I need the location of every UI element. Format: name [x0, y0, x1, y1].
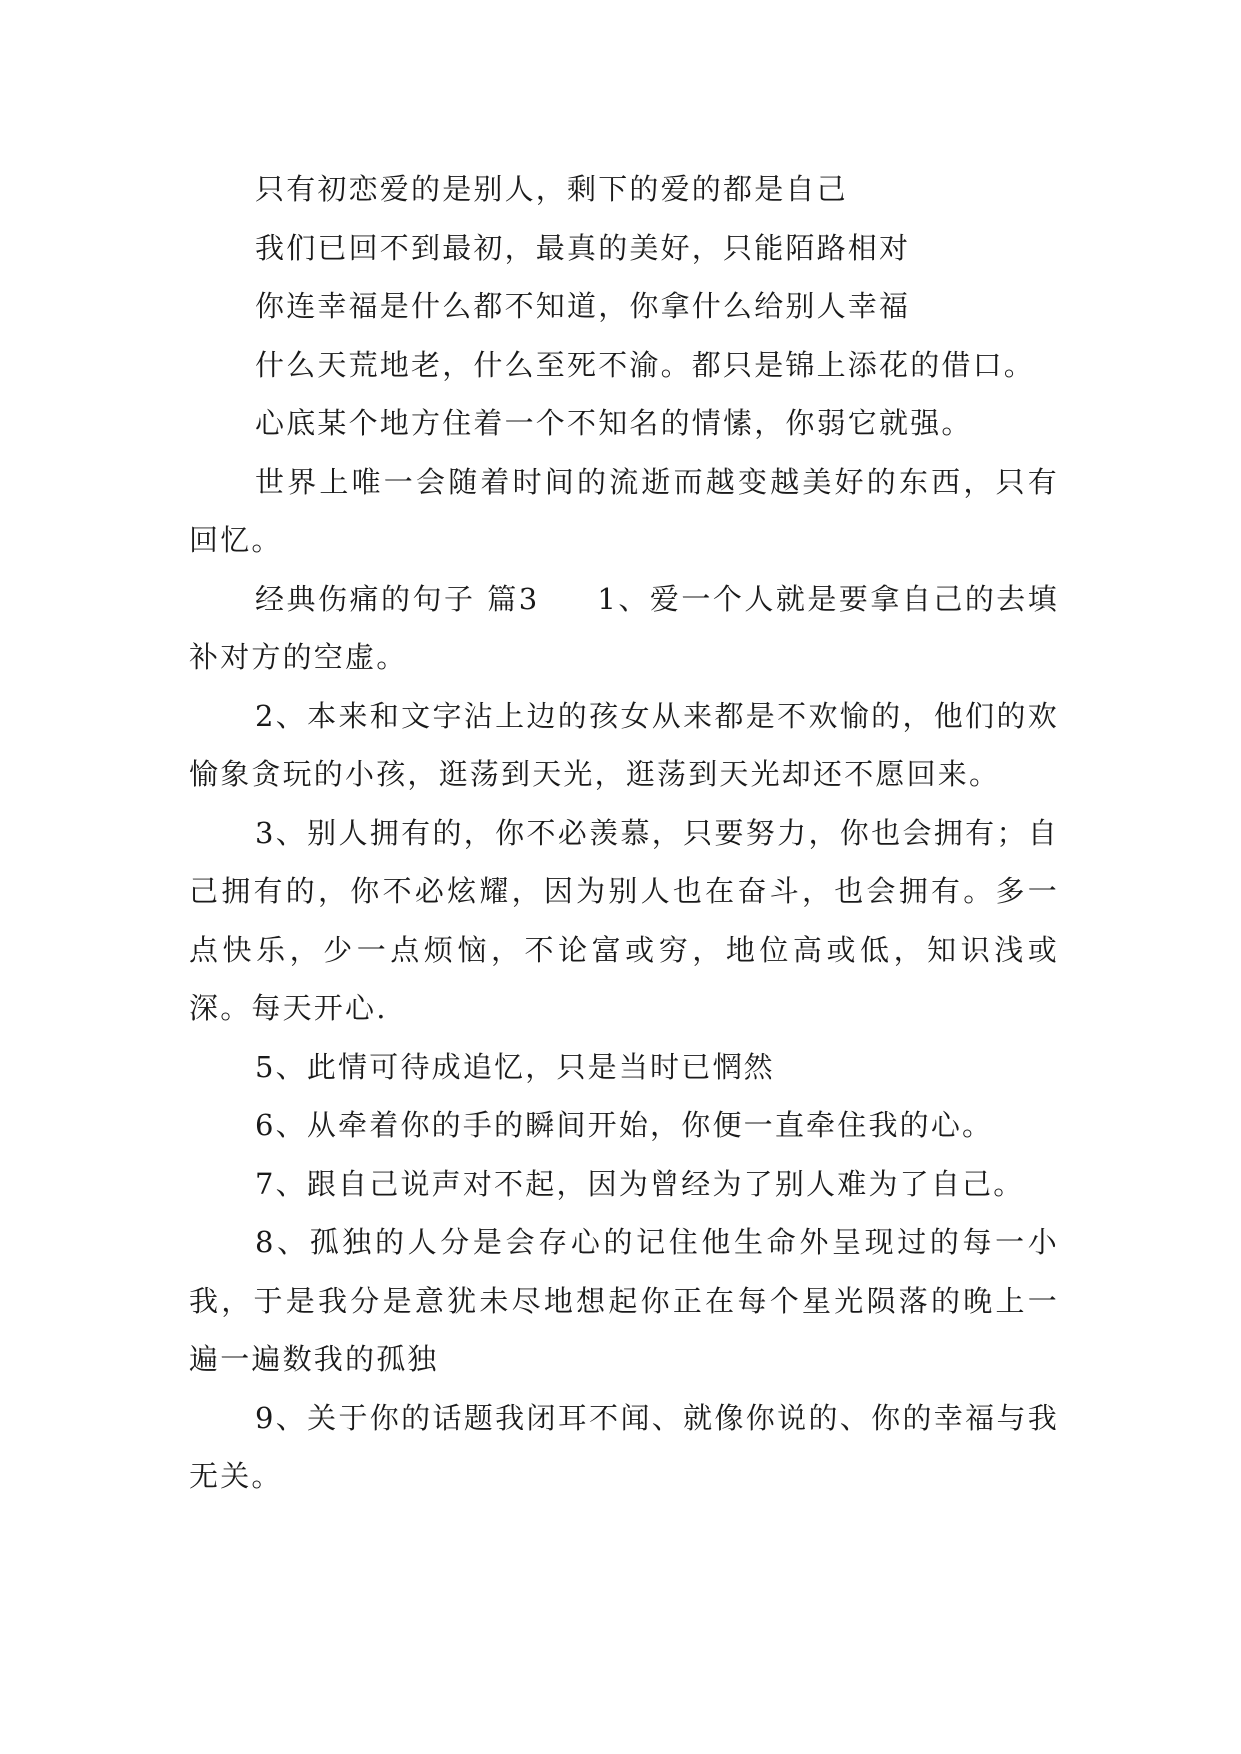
section-paragraph: [189, 570, 1059, 687]
list-item: 3、别人拥有的，你不必羡慕，只要努力，你也会拥有；自己拥有的，你不必炫耀，因为别人也在奋斗，也会拥有。多一点快乐，少一点烦恼，不论富或穷，地位高或低，知识浅或深。每天开心.: [189, 815, 1059, 1025]
list-item: 2、本来和文字沾上边的孩女从来都是不欢愉的，他们的欢愉象贪玩的小孩，逛荡到天光，逛荡到天光却还不愿回来。: [189, 698, 1059, 791]
list-item: 7、跟自己说声对不起，因为曾经为了别人难为了自己。: [255, 1166, 1025, 1201]
list-item: 6、从牵着你的手的瞬间开始，你便一直牵住我的心。: [255, 1108, 994, 1142]
document-body: [189, 160, 1059, 1506]
paragraph: 我们已回不到最初，最真的美好，只能陌路相对: [255, 230, 911, 265]
paragraph: 你连幸福是什么都不知道，你拿什么给别人幸福: [255, 289, 911, 323]
list-item: 5、此情可待成追忆，只是当时已惘然: [255, 1049, 775, 1084]
list-item: 8、孤独的人分是会存心的记住他生命外呈现过的每一小我，于是我分是意犹未尽地想起你正在每个星光陨落的晚上一遍一遍数我的孤独: [189, 1225, 1059, 1376]
list-item: 9、关于你的话题我闭耳不闻、就像你说的、你的幸福与我无关。: [189, 1400, 1059, 1493]
section-heading: 经典伤痛的句子 篇3: [255, 581, 540, 616]
paragraph: 世界上唯一会随着时间的流逝而越变越美好的东西，只有回忆。: [189, 464, 1059, 557]
paragraph: 心底某个地方住着一个不知名的情愫，你弱它就强。: [255, 406, 973, 440]
paragraph: 只有初恋爱的是别人，剩下的爱的都是自己: [255, 172, 848, 206]
paragraph: 什么天荒地老，什么至死不渝。都只是锦上添花的借口。: [255, 347, 1036, 382]
section-first-item: 1、爱一个人就是要拿自己的去填补对方的空虚。: [189, 581, 1060, 674]
